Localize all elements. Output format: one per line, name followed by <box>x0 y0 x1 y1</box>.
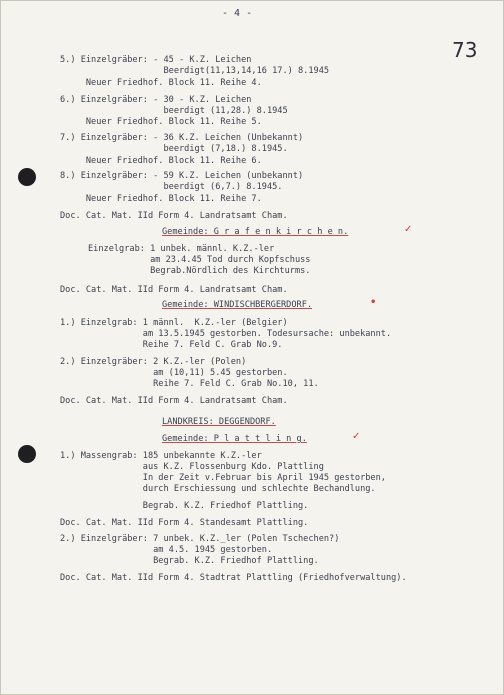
windisch-line: 2.) Einzelgräber: 2 K.Z.-ler (Polen) <box>60 357 247 367</box>
red-dot-mark: • <box>370 297 377 308</box>
plattling-line: 2.) Einzelgräber: 7 unbek. K.Z._ler (Polen Tschechen?) <box>60 534 340 544</box>
entry-line: Neuer Friedhof. Block 11. Reihe 5. <box>60 117 262 127</box>
windisch-line: am (10,11) 5.45 gestorben. <box>60 368 288 378</box>
grafenkirchen-line: am 23.4.45 Tod durch Kopfschuss <box>88 255 311 265</box>
windisch-line: am 13.5.1945 gestorben. Todesursache: unbekannt. <box>60 329 392 339</box>
entry-line: 6.) Einzelgräber: - 30 - K.Z. Leichen <box>60 95 252 105</box>
red-check-mark: ✓ <box>404 224 413 235</box>
plattling-line: Begrab. K.Z. Friedhof Plattling. <box>60 501 309 511</box>
windisch-line: Reihe 7. Feld C. Grab No.9. <box>60 340 283 350</box>
doc-reference: Doc. Cat. Mat. IId Form 4. Standesamt Plattling. <box>60 518 309 528</box>
red-check-mark: ✓ <box>352 431 361 442</box>
grafenkirchen-line: Einzelgrab: 1 unbek. männl. K.Z.-ler <box>88 244 275 254</box>
entry-line: 8.) Einzelgräber: - 59 K.Z. Leichen (unbekannt) <box>60 171 304 181</box>
entry-line: beerdigt (6,7.) 8.1945. <box>60 182 283 192</box>
plattling-line: am 4.5. 1945 gestorben. <box>60 545 273 555</box>
entry-line: Neuer Friedhof. Block 11. Reihe 6. <box>60 156 262 166</box>
doc-reference: Doc. Cat. Mat. IId Form 4. Stadtrat Plattling (Friedhofverwaltung). <box>60 573 407 583</box>
entry-line: 7.) Einzelgräber: - 36 K.Z. Leichen (Unbekannt) <box>60 133 304 143</box>
handwritten-number: 73 <box>452 38 478 62</box>
page-number: - 4 - <box>222 8 253 19</box>
gemeinde-heading: Gemeinde: P l a t t l i n g. <box>162 434 307 444</box>
landkreis-heading: LANDKREIS: DEGGENDORF. <box>162 417 276 427</box>
doc-reference: Doc. Cat. Mat. IId Form 4. Landratsamt Cham. <box>60 396 288 406</box>
gemeinde-heading: Gemeinde: WINDISCHBERGERDORF. <box>162 300 313 310</box>
plattling-line: In der Zeit v.Februar bis April 1945 gestorben, <box>60 473 386 483</box>
grafenkirchen-line: Begrab.Nördlich des Kirchturms. <box>88 266 311 276</box>
windisch-line: 1.) Einzelgrab: 1 männl. K.Z.-ler (Belgier) <box>60 318 288 328</box>
plattling-line: aus K.Z. Flossenburg Kdo. Plattling <box>60 462 324 472</box>
plattling-line: durch Erschiessung und schlechte Bechandlung. <box>60 484 376 494</box>
plattling-line: 1.) Massengrab: 185 unbekannte K.Z.-ler <box>60 451 262 461</box>
windisch-line: Reihe 7. Feld C. Grab No.10, 11. <box>60 379 319 389</box>
gemeinde-heading: Gemeinde: G r a f e n k i r c h e n. <box>162 227 349 237</box>
punch-hole-bottom <box>18 445 36 463</box>
entry-line: beerdigt (11,28.) 8.1945 <box>60 106 288 116</box>
punch-hole-top <box>18 168 36 186</box>
entry-line: beerdigt (7,18.) 8.1945. <box>60 144 288 154</box>
entry-line: Beerdigt(11,13,14,16 17.) 8.1945 <box>60 66 330 76</box>
plattling-line: Begrab. K.Z. Friedhof Plattling. <box>60 556 319 566</box>
doc-reference: Doc. Cat. Mat. IId Form 4. Landratsamt Cham. <box>60 211 288 221</box>
entry-line: 5.) Einzelgräber: - 45 - K.Z. Leichen <box>60 55 252 65</box>
doc-reference: Doc. Cat. Mat. IId Form 4. Landratsamt Cham. <box>60 285 288 295</box>
entry-line: Neuer Friedhof. Block 11. Reihe 4. <box>60 78 262 88</box>
entry-line: Neuer Friedhof. Block 11. Reihe 7. <box>60 194 262 204</box>
